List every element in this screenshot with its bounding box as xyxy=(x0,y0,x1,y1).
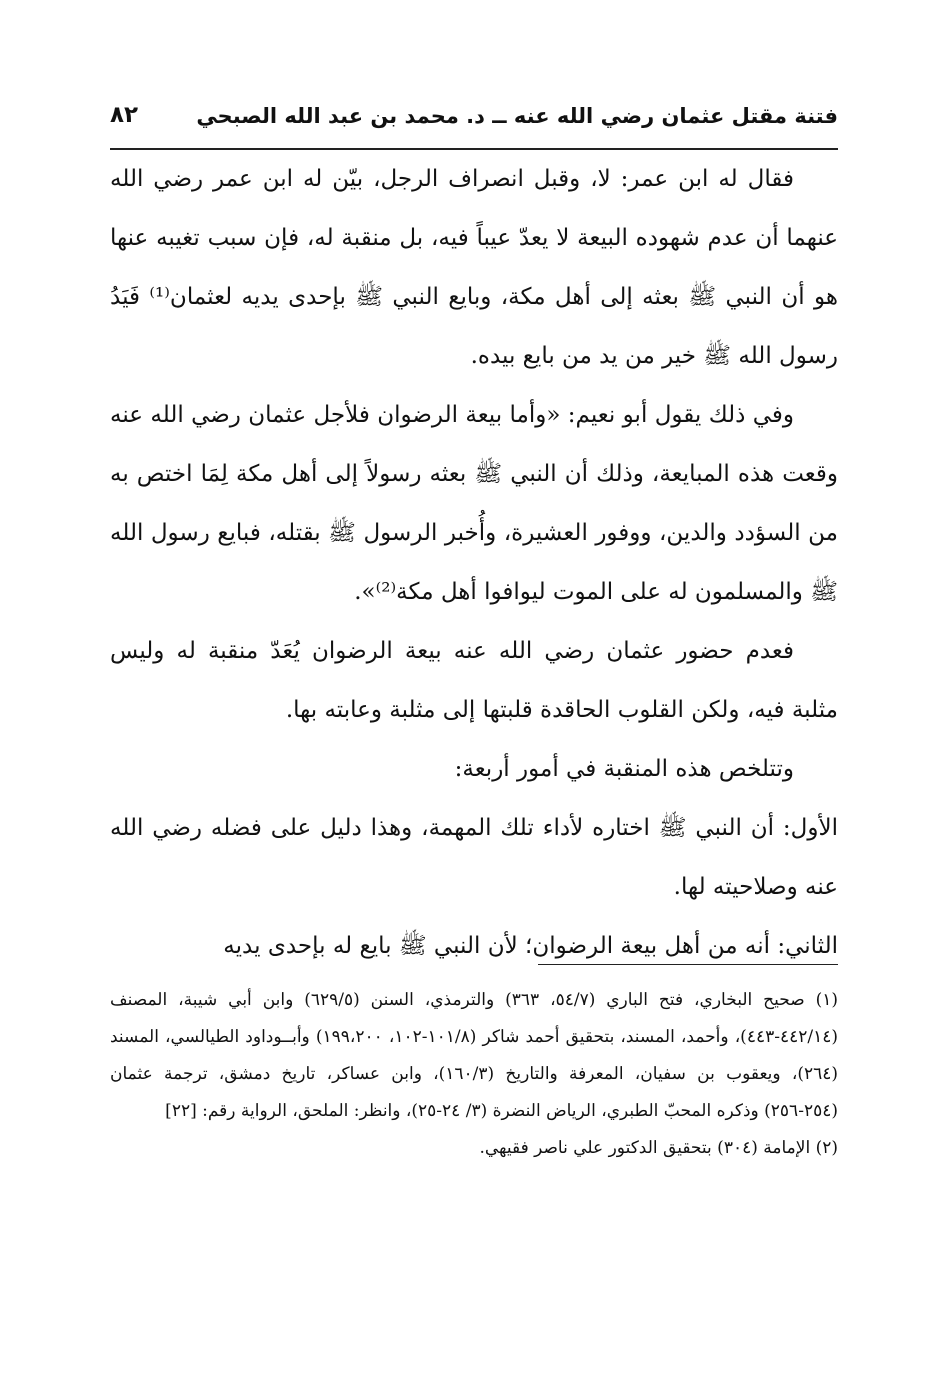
paragraph: وفي ذلك يقول أبو نعيم: «وأما بيعة الرضوان فلأجل عثمان رضي الله عنه وقعت هذه المبايعة، وذلك أن النبي ﷺ بعثه رسولاً إلى أهل مكة لِمَا اختص به من السؤدد والدين، ووفور العشيرة، وأُخبر الرسول ﷺ بقتله، فبايع رسول الله ﷺ والمسلمون له على الموت ليوافوا أهل مكة⁽²⁾». xyxy=(110,402,838,605)
header-title: فتنة مقتل عثمان رضي الله عنه ــ د. محمد بن عبد الله الصبحي xyxy=(196,104,838,128)
paragraph: فقال له ابن عمر: لا، وقبل انصراف الرجل، بيّن له ابن عمر رضي الله عنهما أن عدم شهوده البيعة لا يعدّ عيباً فيه، بل منقبة له، فإن سبب تغيبه عنها هو أن النبي ﷺ بعثه إلى أهل مكة، وبايع النبي ﷺ بإحدى يديه لعثمان⁽¹⁾ فَيَدُ رسول الله ﷺ خير من يد من بايع بيده. xyxy=(110,166,839,369)
footnote-divider xyxy=(538,964,838,965)
running-header xyxy=(110,100,838,144)
main-text xyxy=(110,150,838,976)
paragraph: الثاني: أنه من أهل بيعة الرضوان؛ لأن النبي ﷺ بايع له بإحدى يديه xyxy=(223,933,838,959)
paragraph: فعدم حضور عثمان رضي الله عنه بيعة الرضوان يُعَدّ منقبة له وليس مثلبة فيه، ولكن القلوب الحاقدة قلبتها إلى مثلبة وعابته بها. xyxy=(110,638,838,723)
paragraph: الأول: أن النبي ﷺ اختاره لأداء تلك المهمة، وهذا دليل على فضله رضي الله عنه وصلاحيته لها. xyxy=(110,815,838,900)
paragraph: وتتلخص هذه المنقبة في أمور أربعة: xyxy=(454,756,794,782)
footnote-1: (١) صحيح البخاري، فتح الباري (٥٤/٧، ٣٦٣) والترمذي، السنن (٦٢٩/٥) وابن أبي شيبة، المصنف (٤٤٢/١٤-٤٤٣)، وأحمد، المسند، بتحقيق أحمد شاكر (١٠١/٨-١٠٢، ١٩٩،٢٠٠) وأبــوداود الطيالسي، المسند (٢٦٤)، ويعقوب بن سفيان، المعرفة والتاريخ (١٦٠/٣)، وابن عساكر، تاريخ دمشق، ترجمة عثمان (٢٥٤-٢٥٦) وذكره المحبّ الطبري، الرياض النضرة (٣/ ٢٤-٢٥)، وانظر: الملحق، الرواية رقم: [٢٢] xyxy=(110,990,839,1121)
page-number: ٨٢ xyxy=(110,102,139,128)
footnote-2: (٢) الإمامة (٣٠٤) بتحقيق الدكتور علي ناصر فقيهي. xyxy=(479,1138,838,1158)
footnotes xyxy=(110,982,838,1167)
